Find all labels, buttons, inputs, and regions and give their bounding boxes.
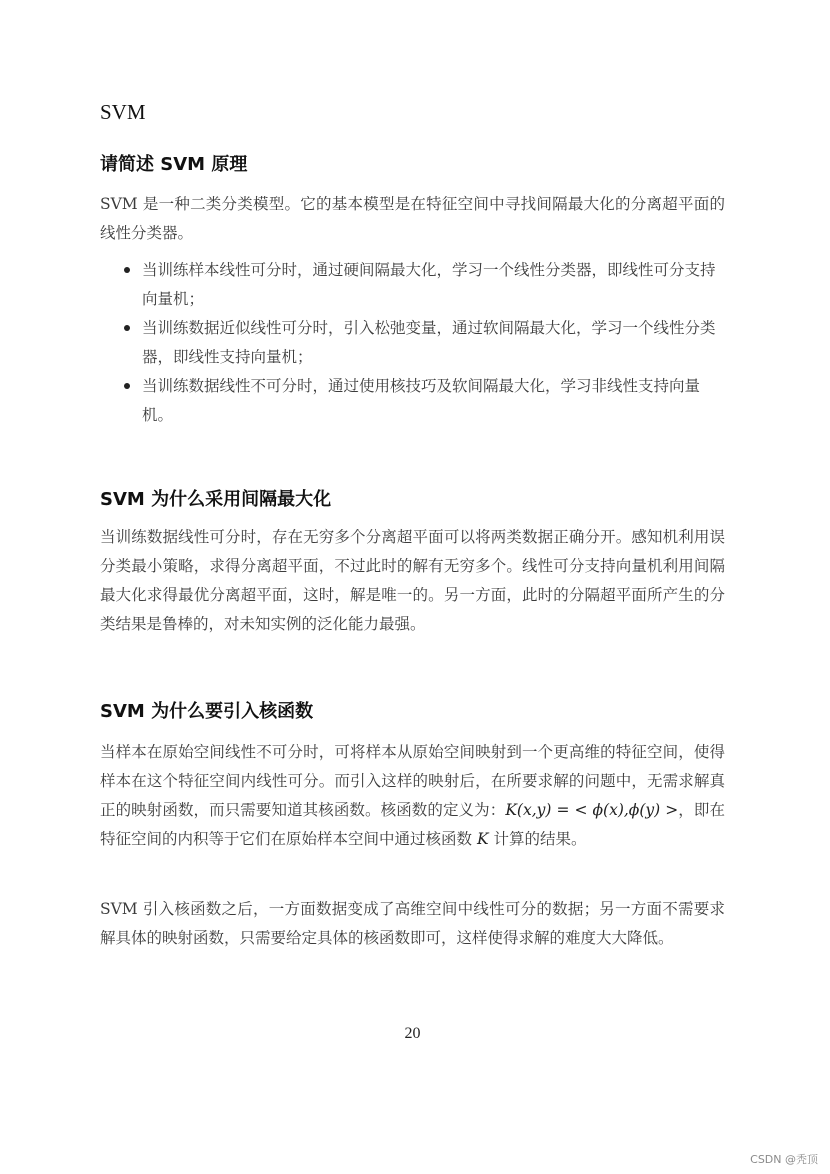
list-item: 当训练数据近似线性可分时，引入松弛变量，通过软间隔最大化，学习一个线性分类器，即线性支持向量机； (100, 314, 725, 372)
section-paragraph: 当训练数据线性可分时，存在无穷多个分离超平面可以将两类数据正确分开。感知机利用误分类最小策略，求得分离超平面，不过此时的解有无穷多个。线性可分支持向量机利用间隔最大化求得最优分离超平面，这时，解是唯一的。另一方面，此时的分隔超平面所产生的分类结果是鲁棒的，对未知实例的泛化能力最强。 (100, 528, 725, 633)
bullet-icon (124, 267, 130, 273)
section-paragraph: SVM 是一种二类分类模型。它的基本模型是在特征空间中寻找间隔最大化的分离超平面的线性分类器。 (100, 195, 725, 242)
list-item: 当训练样本线性可分时，通过硬间隔最大化，学习一个线性分类器，即线性可分支持向量机； (100, 256, 725, 314)
document-title: SVM (100, 100, 146, 124)
kernel-formula: K(x,y) = < ϕ(x),ϕ(y) > (505, 801, 679, 819)
bullet-icon (124, 325, 130, 331)
list-item: 当训练数据线性不可分时，通过使用核技巧及软间隔最大化，学习非线性支持向量机。 (100, 372, 725, 430)
bullet-icon (124, 383, 130, 389)
kernel-symbol: K (476, 830, 489, 848)
section-heading-kernel-function: SVM 为什么要引入核函数 (100, 701, 314, 722)
section-paragraph: SVM 引入核函数之后，一方面数据变成了高维空间中线性可分的数据；另一方面不需要求解具体的映射函数，只需要给定具体的核函数即可，这样使得求解的难度大大降低。 (100, 900, 725, 947)
section-paragraph: 当样本在原始空间线性不可分时，可将样本从原始空间映射到一个更高维的特征空间，使得样本在这个特征空间内线性可分。而引入这样的映射后，在所要求解的问题中，无需求解真正的映射函数，而只需要知道其核函数。核函数的定义为：K(x,y) = < ϕ(x),ϕ(y) >，即在特征空间的内积等于它们在原始样本空间中通过核函数 K 计算的结果。 (100, 743, 725, 848)
section-heading-svm-principle: 请简述 SVM 原理 (100, 154, 248, 175)
section-heading-margin-maximization: SVM 为什么采用间隔最大化 (100, 489, 332, 510)
page-number: 20 (404, 1025, 421, 1042)
watermark: CSDN @秃顶 (750, 1153, 818, 1166)
bullet-list (100, 256, 725, 430)
